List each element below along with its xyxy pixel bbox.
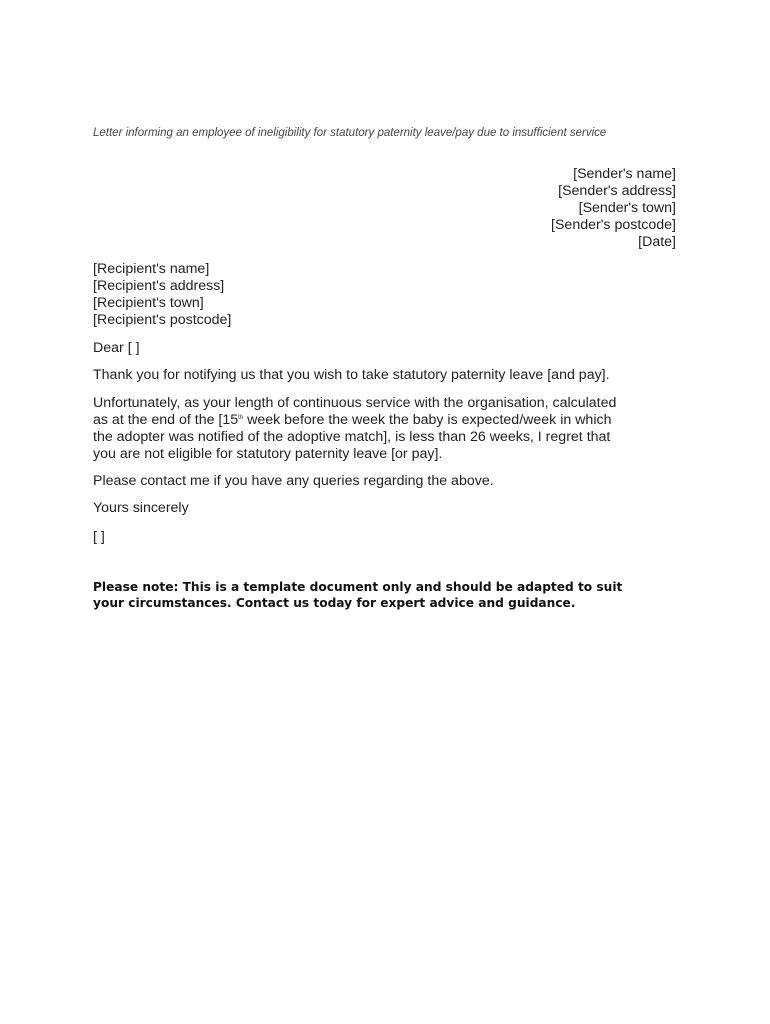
template-note: [93, 580, 693, 611]
recipient-town: [Recipient's town]: [93, 295, 204, 311]
paragraph-line-segment: as at the end of the [15: [93, 412, 239, 428]
signature-placeholder: [ ]: [93, 529, 105, 545]
closing: Yours sincerely: [93, 500, 189, 516]
recipient-postcode: [Recipient's postcode]: [93, 312, 232, 328]
sender-address: [Sender's address]: [558, 183, 676, 199]
paragraph-line: you are not eligible for statutory paternity leave [or pay].: [93, 446, 443, 462]
recipient-address-block: [93, 261, 231, 329]
paragraph-line: the adopter was notified of the adoptive match], is less than 26 weeks, I regret that: [93, 429, 611, 445]
paragraph-line-segment: week before the week the baby is expected/week in which: [243, 412, 612, 428]
sender-town: [Sender's town]: [578, 200, 676, 216]
paragraph-notification: Thank you for notifying us that you wish to take statutory paternity leave [and pay].: [93, 367, 610, 383]
note-line: Please note: This is a template document only and should be adapted to suit: [93, 580, 623, 594]
ordinal-suffix: th: [238, 415, 244, 421]
sender-postcode: [Sender's postcode]: [551, 217, 676, 233]
paragraph-contact: Please contact me if you have any queries regarding the above.: [93, 473, 494, 489]
document-title: Letter informing an employee of ineligibility for statutory paternity leave/pay due to insufficient service: [93, 127, 607, 139]
paragraph-ineligibility: [93, 395, 683, 463]
recipient-address: [Recipient's address]: [93, 278, 225, 294]
paragraph-line: Unfortunately, as your length of continuous service with the organisation, calculated: [93, 395, 617, 411]
paragraph-line: [93, 412, 683, 429]
sender-name: [Sender's name]: [573, 166, 676, 182]
salutation: Dear [ ]: [93, 340, 140, 356]
note-line: your circumstances. Contact us today for expert advice and guidance.: [93, 595, 576, 610]
recipient-name: [Recipient's name]: [93, 261, 210, 277]
letter-date: [Date]: [638, 234, 676, 250]
sender-address-block: [551, 166, 676, 251]
